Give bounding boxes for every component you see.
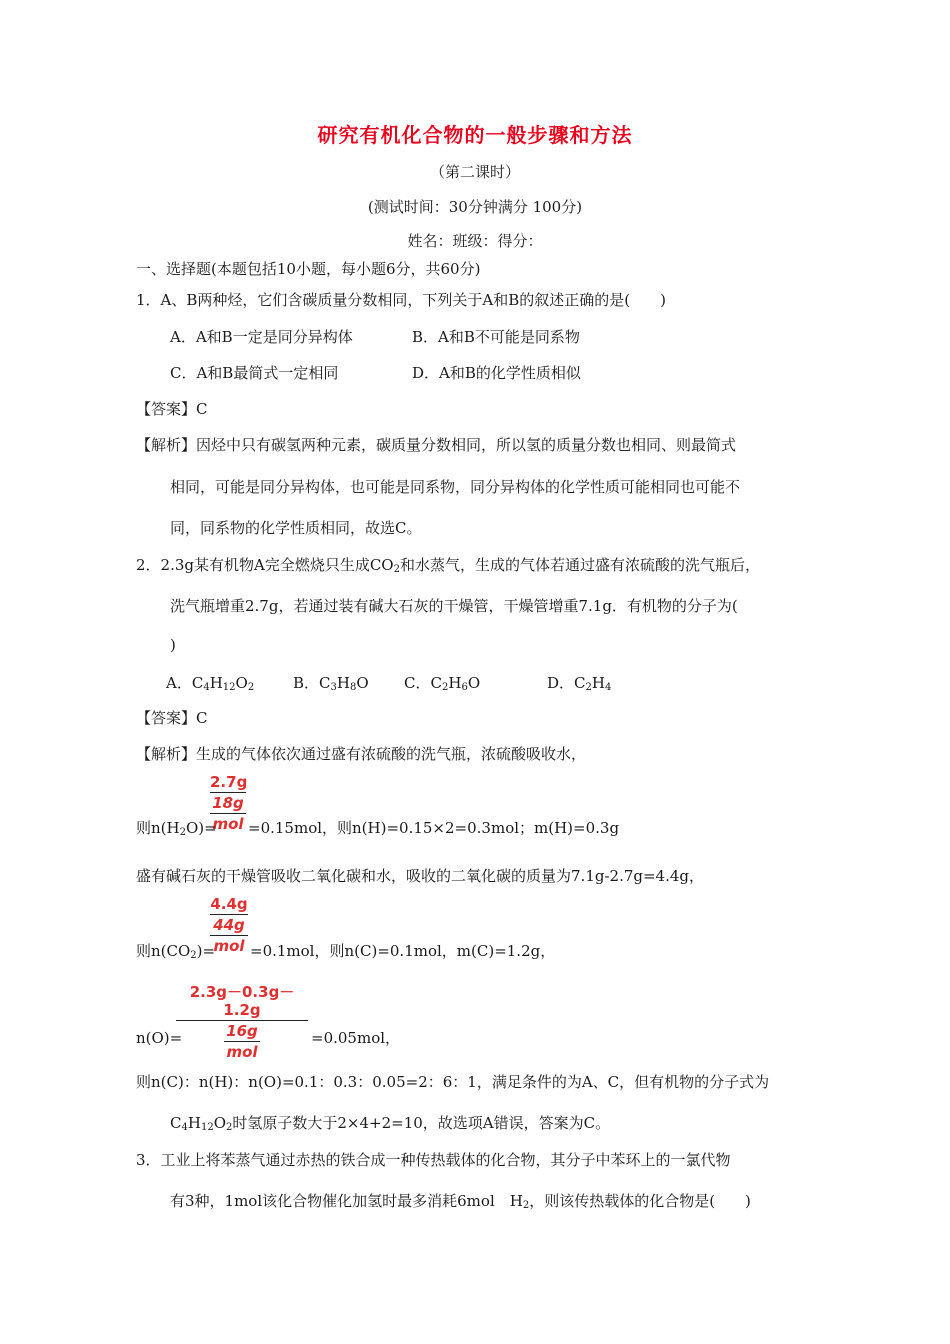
fraction-denominator-bottom: mol — [226, 1043, 258, 1061]
fraction-denominator — [224, 1022, 260, 1061]
q2-option-c: C．$C_2H_6O$ — [404, 674, 481, 693]
q1-explanation-line1: 【解析】因烃中只有碳氢两种元素，碳质量分数相同，所以氢的质量分数也相同、则最简式 — [136, 436, 737, 454]
q2-option-b: B．$C_3H_8O$ — [293, 674, 369, 693]
q1-option-c: C．A和B最简式一定相同 — [170, 364, 339, 382]
fraction-denominator-top: 44g — [213, 916, 245, 934]
q2-stem-line3: ) — [170, 636, 176, 654]
q1-option-a: A．A和B一定是同分异构体 — [170, 328, 353, 346]
q2-formula-oxygen-prefix: n(O)= — [136, 1029, 183, 1047]
fraction-denominator-bottom: mol — [212, 815, 244, 833]
q1-option-b: B．A和B不可能是同系物 — [412, 328, 580, 346]
q2-ratio-line: 则n(C)：n(H)：n(O)=0.1：0.3：0.05=2：6：1，满足条件的为A、C，但有机物的分子式为 — [136, 1073, 770, 1091]
section-heading: 一、选择题(本题包括10小题，每小题6分，共60分) — [136, 260, 481, 278]
q2-formula-h2o-prefix: 则$n(H_2O)=$ — [136, 819, 217, 838]
fraction-denominator-top: 18g — [212, 794, 244, 812]
q2-stem-line1: 2．2.3g某有机物A完全燃烧只生成$CO_2$和水蒸气，生成的气体若通过盛有浓硫酸的洗气瓶后， — [136, 556, 760, 575]
fraction-oxygen — [176, 983, 308, 1061]
q1-option-d: D．A和B的化学性质相似 — [412, 364, 581, 382]
q3-stem-line1: 3．工业上将苯蒸气通过赤热的铁合成一种传热载体的化合物，其分子中苯环上的一氯代物 — [136, 1151, 731, 1169]
q2-formula-co2-prefix: 则$n(CO_2)=$ — [136, 942, 216, 961]
q1-stem: 1．A、B两种烃，它们含碳质量分数相同，下列关于A和B的叙述正确的是( ) — [136, 291, 666, 309]
q2-answer: 【答案】C — [136, 709, 208, 727]
q2-formula-oxygen-result: =0.05mol， — [311, 1029, 401, 1047]
q1-explanation-line3: 同，同系物的化学性质相同，故选C。 — [170, 519, 422, 537]
fraction-denominator-bottom: mol — [213, 937, 245, 955]
q2-conclusion-line: $C_4H_{12}O_2$时氢原子数大于2×4+2=10，故选项A错误，答案为C。 — [170, 1114, 611, 1133]
q2-explanation-line1: 【解析】生成的气体依次通过盛有浓硫酸的洗气瓶，浓硫酸吸收水， — [136, 745, 587, 763]
q2-stem-line2: 洗气瓶增重2.7g，若通过装有碱大石灰的干燥管，干燥管增重7.1g．有机物的分子为( — [170, 597, 738, 615]
q1-answer: 【答案】C — [136, 400, 208, 418]
fraction-numerator: 2.7g — [210, 773, 248, 791]
q2-explanation-line2: 盛有碱石灰的干燥管吸收二氧化碳和水，吸收的二氧化碳的质量为7.1g-2.7g=4.4g， — [136, 867, 705, 885]
document-title: 研究有机化合物的一般步骤和方法 — [317, 123, 633, 147]
fraction-denominator-top: 16g — [226, 1022, 258, 1040]
fraction-bar — [210, 914, 248, 915]
lesson-label: （第二课时） — [429, 163, 520, 181]
fraction-numerator: 4.4g — [210, 895, 248, 913]
fraction-bar — [224, 1041, 260, 1042]
q2-option-a: A．$C_4H_{12}O_2$ — [166, 674, 255, 693]
q2-formula-co2-result: =0.1mol，则n(C)=0.1mol，m(C)=1.2g， — [250, 942, 556, 960]
fraction-numerator: 2.3g－0.3g－1.2g — [189, 983, 295, 1019]
fraction-bar — [176, 1020, 308, 1021]
q2-option-d: D．$C_2H_4$ — [547, 674, 612, 693]
fraction-co2 — [210, 895, 248, 955]
test-time: (测试时间：30分钟满分 100分) — [367, 198, 583, 216]
q3-stem-line2: 有3种，1mol该化合物催化加氢时最多消耗6mol $H_2$，则该传热载体的化合物是( ) — [170, 1192, 751, 1211]
q2-formula-h2o-result: =0.15mol，则n(H)=0.15×2=0.3mol；m(H)=0.3g — [248, 819, 620, 837]
student-info: 姓名：班级：得分： — [407, 232, 543, 250]
q1-explanation-line2: 相同，可能是同分异构体，也可能是同系物，同分异构体的化学性质可能相同也可能不 — [170, 478, 741, 496]
fraction-bar — [210, 813, 246, 814]
fraction-bar — [210, 792, 246, 793]
fraction-bar — [210, 935, 248, 936]
